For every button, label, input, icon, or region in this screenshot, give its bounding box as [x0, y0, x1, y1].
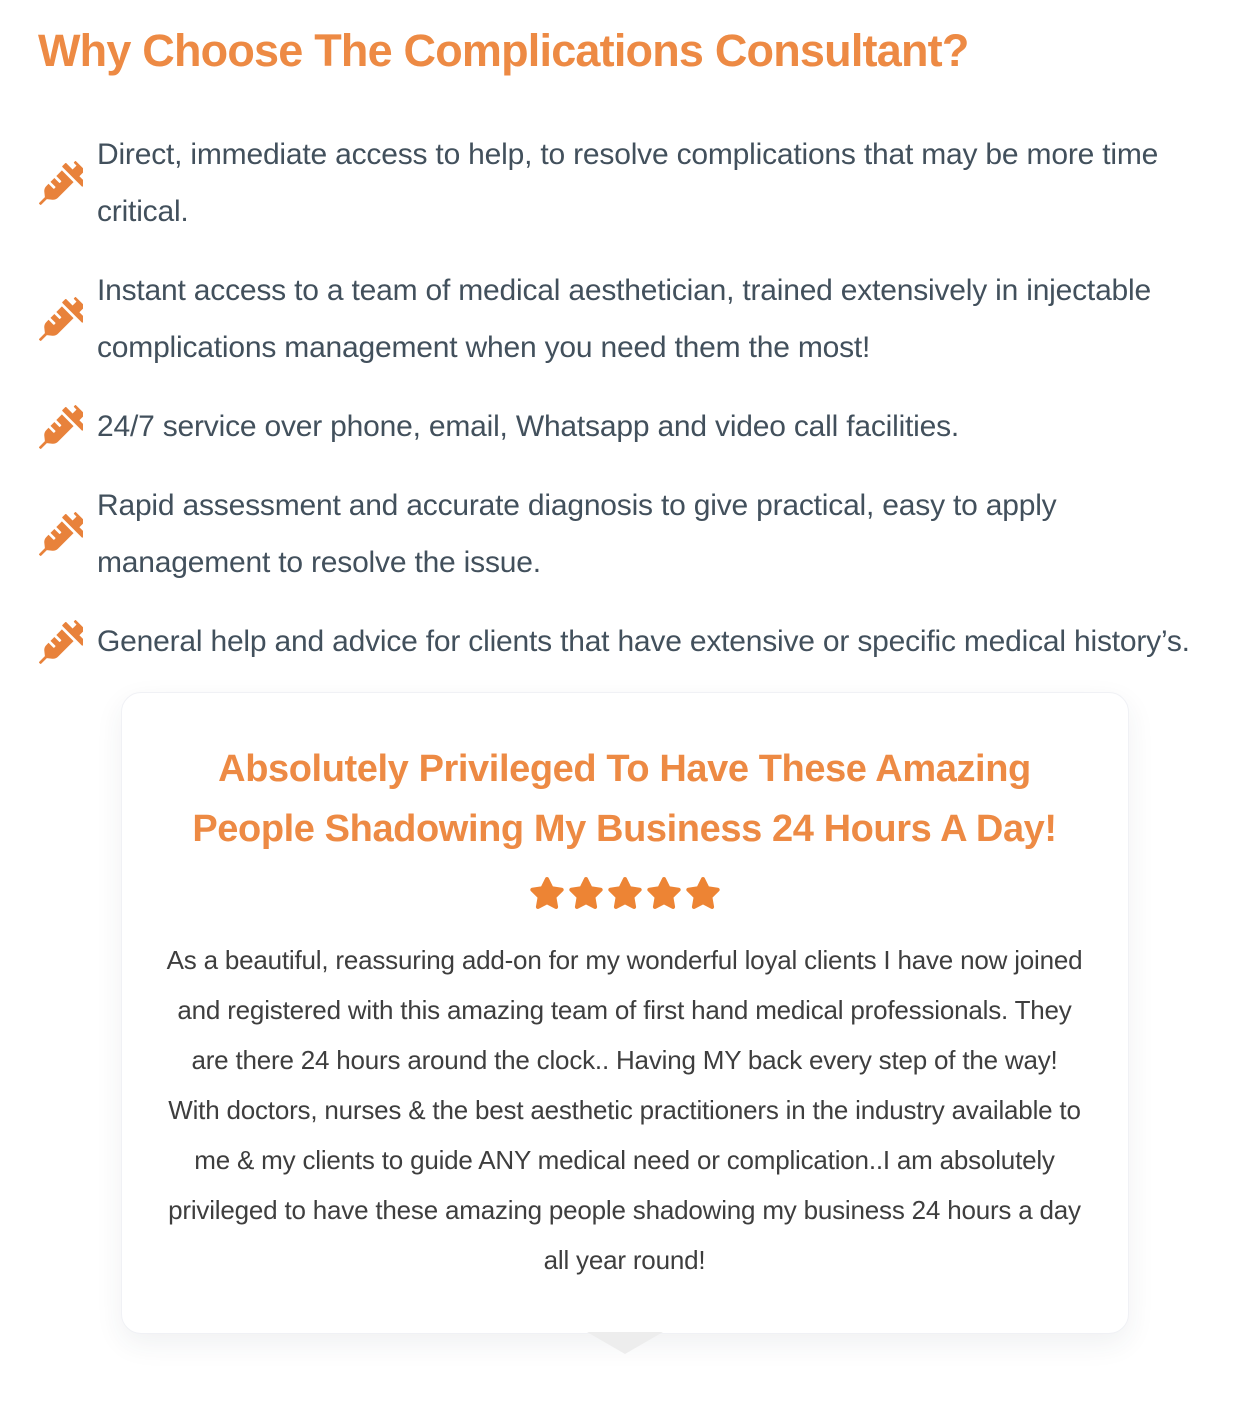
testimonial-body: As a beautiful, reassuring add-on for my wonderful loyal clients I have now joined and registered with this amazing team of first hand medical professionals. They are there 24 hours around the clock.. Having MY back every step of the way! With doctors, nurses & the best aesthetic practitioners in the industry available to me & my clients to guide ANY medical need or complication..I am absolutely privileged to have these amazing people shadowing my business 24 hours a day all year round!	[166, 945, 1083, 1275]
benefit-text: General help and advice for clients that have extensive or specific medical history’s.	[97, 625, 1190, 658]
benefit-item	[38, 262, 1211, 376]
star-icon	[685, 877, 721, 909]
benefit-item	[38, 126, 1211, 240]
syringe-icon	[38, 160, 84, 206]
benefit-text: Instant access to a team of medical aesthetician, trained extensively in injectable complications management when you need them the most!	[97, 274, 1151, 364]
benefit-item	[38, 613, 1211, 670]
star-icon	[529, 877, 565, 909]
benefit-text: 24/7 service over phone, email, Whatsapp and video call facilities.	[97, 410, 960, 443]
testimonial-title: Absolutely Privileged To Have These Amazing People Shadowing My Business 24 Hours A Day!	[192, 748, 1057, 850]
section-title: Why Choose The Complications Consultant?	[38, 25, 969, 76]
testimonial-card	[121, 692, 1129, 1334]
star-rating	[166, 877, 1084, 909]
benefit-text: Rapid assessment and accurate diagnosis to give practical, easy to apply management to resolve the issue.	[97, 489, 1057, 579]
syringe-icon	[38, 296, 84, 342]
benefit-text: Direct, immediate access to help, to resolve complications that may be more time critical.	[97, 138, 1159, 228]
syringe-icon	[38, 511, 84, 557]
benefit-item	[38, 398, 1211, 455]
star-icon	[568, 877, 604, 909]
benefits-list	[38, 126, 1211, 670]
benefit-item	[38, 477, 1211, 591]
syringe-icon	[38, 619, 84, 665]
star-icon	[607, 877, 643, 909]
star-icon	[646, 877, 682, 909]
syringe-icon	[38, 404, 84, 450]
